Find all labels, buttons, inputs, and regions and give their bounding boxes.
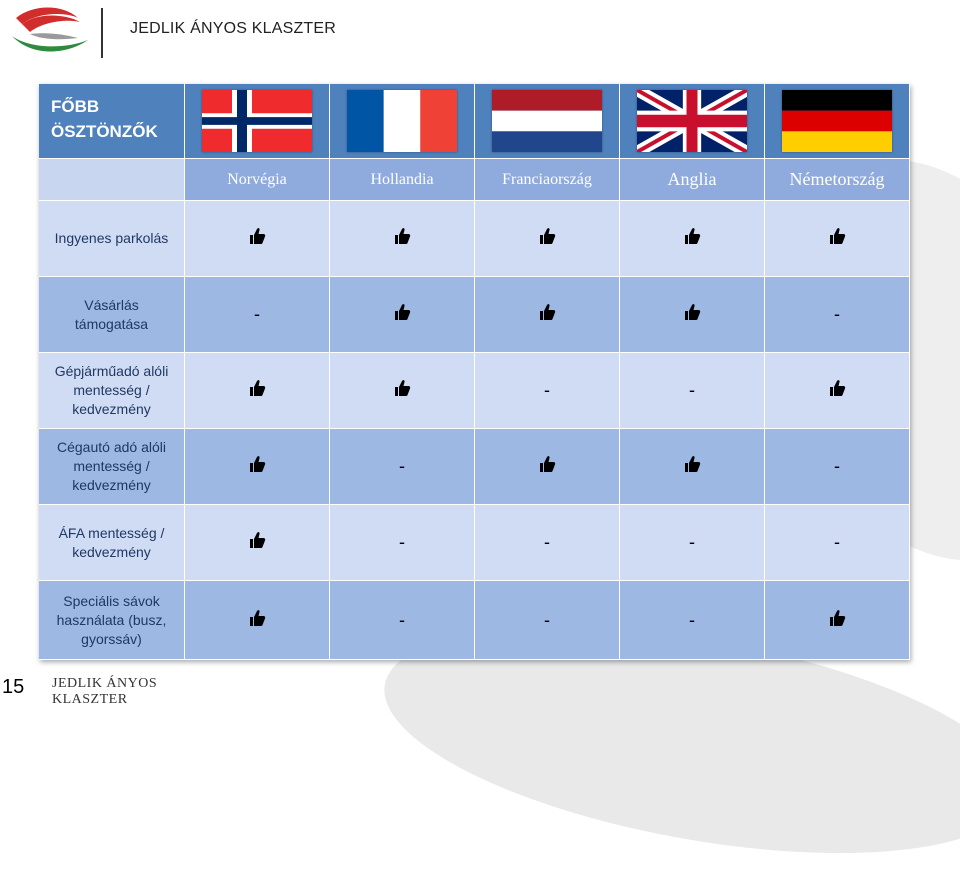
country-header-blank [39,159,185,201]
dash-mark: - [834,456,840,476]
thumbs-up-icon [248,227,266,250]
uk-flag-icon [637,90,747,152]
value-cell [765,429,910,505]
thumbs-up-icon [683,303,701,326]
thumbs-up-icon [393,303,411,326]
footer-logo-line2: KLASZTER [52,692,128,707]
value-cell [765,201,910,277]
footer-logo-line1: JEDLIK ÁNYOS [52,676,158,691]
thumbs-up-icon [248,609,266,632]
thumbs-up-icon [248,379,266,402]
country-name: Anglia [667,169,717,189]
thumbs-up-icon [538,455,556,478]
dash-mark: - [544,380,550,400]
dash-mark: - [689,532,695,552]
thumbs-up-icon [828,379,846,402]
country-name: Hollandia [370,170,434,188]
value-cell [620,277,765,353]
row-label-cell [39,505,185,581]
row-label: ÁFA mentesség / kedvezmény [58,524,165,560]
country-header [765,159,910,201]
thumbs-up-icon [683,455,701,478]
value-cell [620,353,765,429]
value-cell [475,353,620,429]
thumbs-up-icon [828,227,846,250]
netherlands-flag-icon [492,90,602,152]
header-title: JEDLIK ÁNYOS KLASZTER [130,20,337,37]
germany-flag-icon [782,90,892,152]
value-cell [765,505,910,581]
value-cell [765,353,910,429]
flag-cell [330,84,475,159]
flag-cell [765,84,910,159]
flag-cell [475,84,620,159]
value-cell [765,277,910,353]
value-cell [185,353,330,429]
value-cell [620,201,765,277]
flag-cell [620,84,765,159]
value-cell [185,201,330,277]
dash-mark: - [834,304,840,324]
value-cell [330,505,475,581]
thumbs-up-icon [538,227,556,250]
dash-mark: - [689,380,695,400]
cluster-logo [8,4,93,62]
value-cell [475,581,620,660]
dash-mark: - [254,304,260,324]
row-label-cell [39,201,185,277]
row-label: Cégautó adó alóli mentesség / kedvezmény [57,439,166,493]
thumbs-up-icon [538,303,556,326]
table-title-cell [39,84,185,159]
value-cell [475,429,620,505]
dash-mark: - [544,532,550,552]
row-label: Speciális sávok használata (busz, gyorssáv) [56,592,167,647]
thumbs-up-icon [828,609,846,632]
value-cell [185,277,330,353]
country-header [330,159,475,201]
thumbs-up-icon [683,227,701,250]
country-name: Németország [789,169,885,189]
value-cell [185,429,330,505]
table-title: FŐBB ÖSZTÖNZŐK [51,97,158,141]
country-header [475,159,620,201]
country-name: Franciaország [502,170,592,188]
country-name: Norvégia [227,170,287,188]
dash-mark: - [399,532,405,552]
value-cell [475,277,620,353]
row-label: Vásárlás támogatása [74,296,149,332]
value-cell [185,581,330,660]
value-cell [185,505,330,581]
row-label-cell [39,581,185,660]
row-label: Ingyenes parkolás [54,230,169,246]
thumbs-up-icon [248,531,266,554]
footer-logo [52,676,157,708]
value-cell [620,429,765,505]
row-label-cell [39,277,185,353]
value-cell [330,353,475,429]
dash-mark: - [399,609,405,630]
row-label-cell [39,353,185,429]
value-cell [620,505,765,581]
value-cell [475,201,620,277]
flag-cell [185,84,330,159]
value-cell [330,201,475,277]
thumbs-up-icon [393,227,411,250]
country-header [620,159,765,201]
row-label: Gépjárműadó alóli mentesség / kedvezmény [54,363,169,417]
dash-mark: - [689,609,695,630]
country-header [185,159,330,201]
value-cell [330,581,475,660]
dash-mark: - [834,532,840,552]
dash-mark: - [399,456,405,476]
thumbs-up-icon [393,379,411,402]
thumbs-up-icon [248,455,266,478]
value-cell [620,581,765,660]
value-cell [765,581,910,660]
header-divider [101,8,103,58]
dash-mark: - [544,609,550,630]
value-cell [330,277,475,353]
value-cell [475,505,620,581]
page-number: 15 [2,676,25,698]
value-cell [330,429,475,505]
incentives-table [39,84,910,660]
row-label-cell [39,429,185,505]
france-flag-icon [347,90,457,152]
norway-flag-icon [202,90,312,152]
